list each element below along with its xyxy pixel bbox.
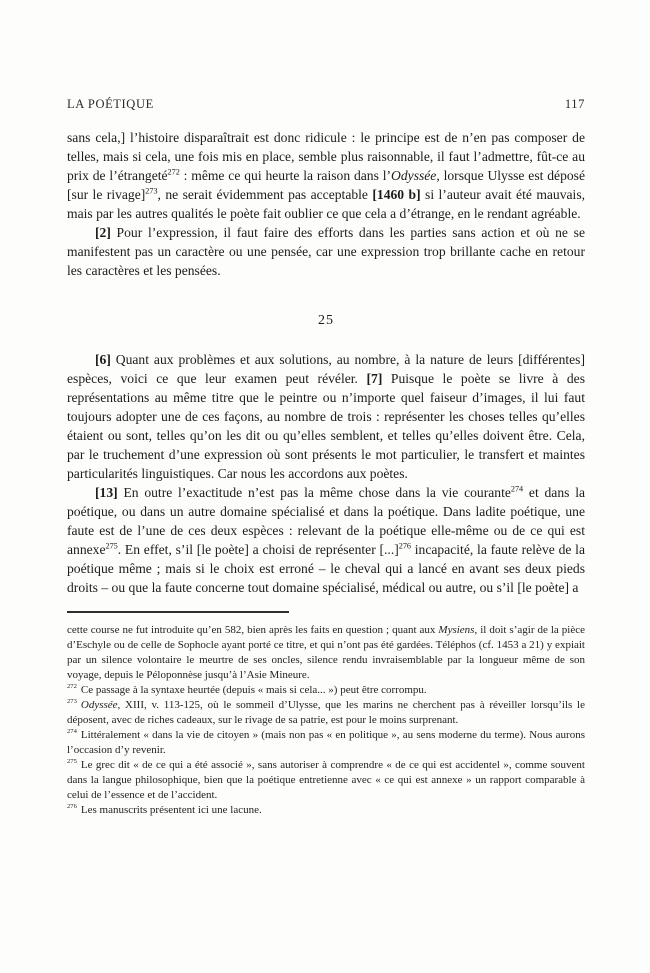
- footnote: [67, 683, 585, 698]
- footnote-number: 275: [67, 758, 77, 766]
- running-title: LA POÉTIQUE: [67, 97, 154, 111]
- footnote: [67, 698, 585, 728]
- footnote: [67, 728, 585, 758]
- footnote-text: Littéralement « dans la vie de citoyen » (mais non pas « en politique », au sens moderne du terme). Nous aurons l’occasion d’y revenir.: [67, 729, 585, 756]
- footnote-continuation: cette course ne fut introduite qu’en 582, bien après les faits en question ; quant aux Mysiens, il doit s’agir de la pièce d’Eschyle ou de celle de Sophocle ayant porté ce titre, et qui n’ont pas été gardées. Téléphos (cf. 1453 a 21) y expiait par un silence volontaire le meurtre de ses oncles, silence rendu invraisemblable par la longueur même de son voyage, depuis le Péloponnèse jusqu’à l’Asie Mineure.: [67, 624, 585, 681]
- footnote-text: Le grec dit « de ce qui a été associé », sans autoriser à comprendre « de ce qui est accidentel », comme souvent dans la langue philosophique, bien que la poétique entretienne avec « ce qui est annexe » un rapport comparable à celui de l’essence et de l’accident.: [67, 759, 585, 801]
- running-head: [67, 97, 585, 112]
- footnote-divider: [67, 611, 289, 613]
- footnote-number: 276: [67, 803, 77, 811]
- footnotes-block: [67, 623, 585, 818]
- main-text: [67, 128, 585, 597]
- footnote-number: 273: [67, 698, 77, 706]
- footnote-text: Les manuscrits présentent ici une lacune.: [80, 804, 262, 816]
- paragraph: [13] En outre l’exactitude n’est pas la même chose dans la vie courante$^{274}$ et dans la poétique, ou dans un autre domaine spécialisé et dans la poétique. Dans ladite poétique, une faute est de l’une de ces deux espèces : relevant de la poétique elle-même ou de ce qui est annexe$^{275}$. En effet, s’il [le poète] a choisi de représenter [...]$^{276}$ incapacité, la faute relève de la poétique même ; mais si le choix est erroné – le cheval qui a lancé en avant ses deux pieds droits – ou que la faute concerne tout domaine spécialisé, médical ou autre, ou s’il [le poète] a: [67, 484, 586, 595]
- footnote-text: Odyssée, XIII, v. 113-125, où le sommeil d’Ulysse, que les marins ne cherchent pas à réveiller lorsqu’ils le déposent, avec de riches cadeaux, sur le rivage de sa patrie, est pour le moins surprenant.: [67, 699, 585, 726]
- footnote-number: 272: [67, 683, 77, 691]
- footnote: [67, 803, 585, 818]
- footnote: [67, 758, 585, 803]
- section-number: 25: [318, 313, 334, 328]
- paragraph-continuation: sans cela,] l’histoire disparaîtrait est donc ridicule : le principe est de n’en pas composer de telles, mais si cela, une fois mis en place, semble plus raisonnable, il faut l’admettre, fût-ce au prix de l’étrangeté$^{272}$ : même ce qui heurte la raison dans l’Odyssée, lorsque Ulysse est déposé [sur le rivage]$^{273}$, ne serait évidemment pas acceptable [1460 b] si l’auteur avait été mauvais, mais par les autres qualités le poète fait oublier ce que cela a d’étrange, en le rendant agréable.: [67, 130, 586, 221]
- paragraph: [6] Quant aux problèmes et aux solutions, au nombre, à la nature de leurs [différentes] espèces, voici ce que leur examen peut révéler. [7] Puisque le poète se livre à des représentations au même titre que le peintre ou n’importe quel faiseur d’images, il lui faut toujours adopter une de ces façons, au nombre de trois : représenter les choses telles qu’elles étaient ou sont, telles qu’on les dit ou qu’elles semblent, et telles qu’elles doivent être. Cela, par le truchement d’une expression où sont présents le mot particulier, le transfert et maintes particularités linguistiques. Car nous les accordons aux poètes.: [67, 352, 586, 481]
- footnote-text: Ce passage à la syntaxe heurtée (depuis « mais si cela... ») peut être corrompu.: [80, 684, 427, 696]
- paragraph: [2] Pour l’expression, il faut faire des efforts dans les parties sans action et où ne se manifestent pas un caractère ou une pensée, car une expression trop brillante cache en retour les caractères et les pensées.: [67, 225, 585, 278]
- footnote-number: 274: [67, 728, 77, 736]
- page-number: 117: [564, 97, 585, 111]
